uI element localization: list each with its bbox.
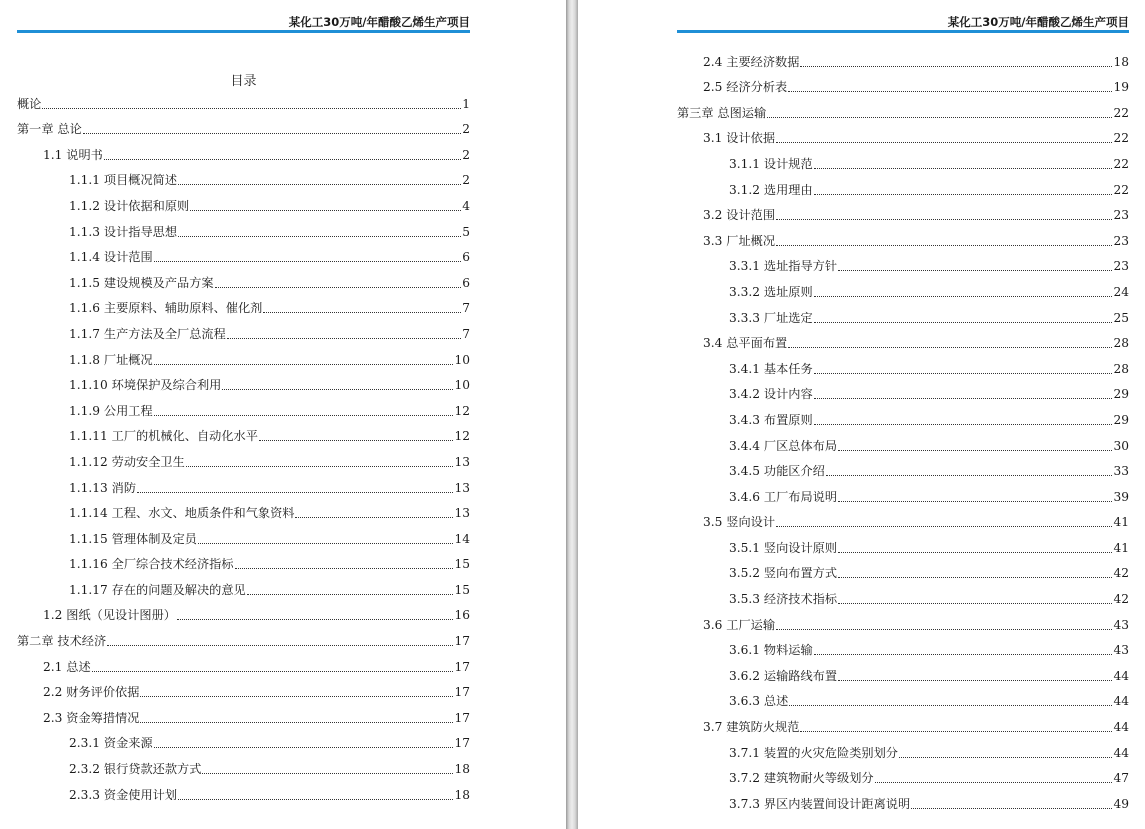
toc-entry-page-number: 7 <box>462 301 470 316</box>
toc-entry-page-number: 18 <box>454 787 470 802</box>
toc-entry-title: 1.1.11 工厂的机械化、自动化水平 <box>69 429 258 444</box>
toc-entry-page-number: 6 <box>462 250 470 265</box>
toc-entry[interactable] <box>17 470 470 496</box>
toc-entry[interactable] <box>17 777 470 803</box>
toc-entry[interactable] <box>677 607 1129 633</box>
toc-entry[interactable] <box>17 726 470 752</box>
toc-entry-page-number: 28 <box>1113 336 1129 351</box>
toc-entry-title: 1.1.10 环境保护及综合利用 <box>69 378 222 393</box>
toc-entry-title: 2.4 主要经济数据 <box>703 54 800 69</box>
dot-leader <box>222 389 453 390</box>
toc-entry[interactable] <box>677 786 1129 812</box>
dot-leader <box>154 261 462 262</box>
toc-entry-title: 3.3.1 选址指导方针 <box>729 259 838 274</box>
toc-entry-page-number: 23 <box>1113 259 1129 274</box>
toc-entry-page-number: 1 <box>462 96 470 111</box>
toc-entry-page-number: 13 <box>454 480 470 495</box>
toc-entry[interactable] <box>677 377 1129 403</box>
toc-entry[interactable] <box>677 300 1129 326</box>
toc-heading: 目录 <box>230 74 257 89</box>
dot-leader <box>911 808 1112 809</box>
toc-entry-page-number: 4 <box>462 198 470 213</box>
toc-entry-title: 3.4.4 厂区总体布局 <box>729 438 838 453</box>
dot-leader <box>178 184 461 185</box>
toc-entry-page-number: 18 <box>1113 54 1129 69</box>
toc-entry-page-number: 17 <box>454 736 470 751</box>
dot-leader <box>140 722 453 723</box>
toc-entry-title: 1.1.3 设计指导思想 <box>69 224 178 239</box>
dot-leader <box>154 747 454 748</box>
toc-entry-title: 3.3.3 厂址选定 <box>729 310 813 325</box>
toc-entry-title: 2.3.1 资金来源 <box>69 736 153 751</box>
toc-entry-title: 3.5.2 竖向布置方式 <box>729 566 838 581</box>
toc-list <box>17 86 470 803</box>
toc-entry[interactable] <box>677 121 1129 147</box>
dot-leader <box>137 492 453 493</box>
toc-entry-title: 1.2 图纸（见设计图册） <box>43 608 176 623</box>
toc-entry-title: 3.4 总平面布置 <box>703 336 788 351</box>
toc-entry-title: 1.1.5 建设规模及产品方案 <box>69 275 214 290</box>
toc-list <box>677 44 1129 812</box>
toc-entry-page-number: 33 <box>1113 464 1129 479</box>
dot-leader <box>107 645 453 646</box>
dot-leader <box>838 270 1112 271</box>
toc-entry-page-number: 2 <box>462 122 470 137</box>
toc-entry[interactable] <box>17 419 470 445</box>
toc-entry-title: 3.1.2 选用理由 <box>729 182 813 197</box>
dot-leader <box>788 347 1112 348</box>
toc-entry-page-number: 44 <box>1113 720 1129 735</box>
dot-leader <box>838 603 1112 604</box>
toc-entry-page-number: 44 <box>1113 745 1129 760</box>
toc-entry-title: 3.6.2 运输路线布置 <box>729 668 838 683</box>
toc-entry-page-number: 2 <box>462 173 470 188</box>
dot-leader <box>178 236 461 237</box>
toc-entry-page-number: 15 <box>454 557 470 572</box>
running-header-title: 某化工30万吨/年醋酸乙烯生产项目 <box>288 15 470 29</box>
dot-leader <box>838 577 1112 578</box>
dot-leader <box>814 398 1113 399</box>
dot-leader <box>800 66 1112 67</box>
toc-entry[interactable] <box>677 633 1129 659</box>
toc-entry[interactable] <box>17 112 470 138</box>
toc-entry[interactable] <box>17 649 470 675</box>
dot-leader <box>814 424 1113 425</box>
toc-entry-title: 3.1.1 设计规范 <box>729 156 813 171</box>
dot-leader <box>875 782 1113 783</box>
header-rule <box>17 30 470 33</box>
toc-entry-page-number: 41 <box>1113 540 1129 555</box>
toc-entry[interactable] <box>17 163 470 189</box>
toc-entry-page-number: 22 <box>1113 131 1129 146</box>
dot-leader <box>776 219 1112 220</box>
toc-entry-page-number: 28 <box>1113 361 1129 376</box>
toc-entry-title: 1.1.14 工程、水文、地质条件和气象资料 <box>69 506 295 521</box>
toc-entry-title: 2.1 总述 <box>43 659 91 674</box>
dot-leader <box>263 312 461 313</box>
toc-entry-page-number: 22 <box>1113 105 1129 120</box>
dot-leader <box>259 440 454 441</box>
toc-entry-title: 第三章 总图运输 <box>677 105 767 120</box>
dot-leader <box>154 415 454 416</box>
dot-leader <box>154 364 454 365</box>
toc-entry-title: 3.7 建筑防火规范 <box>703 720 800 735</box>
dot-leader <box>814 373 1113 374</box>
toc-entry[interactable] <box>677 95 1129 121</box>
toc-entry-page-number: 12 <box>454 403 470 418</box>
toc-entry-title: 3.6.1 物料运输 <box>729 643 813 658</box>
toc-entry-page-number: 30 <box>1113 438 1129 453</box>
toc-entry[interactable] <box>677 198 1129 224</box>
toc-entry[interactable] <box>17 393 470 419</box>
toc-entry[interactable] <box>677 658 1129 684</box>
toc-entry-page-number: 44 <box>1113 668 1129 683</box>
toc-entry-title: 3.4.6 工厂布局说明 <box>729 489 838 504</box>
toc-entry-title: 3.7.2 建筑物耐火等级划分 <box>729 771 874 786</box>
dot-leader <box>186 466 454 467</box>
toc-entry-page-number: 15 <box>454 582 470 597</box>
dot-leader <box>814 654 1113 655</box>
toc-entry[interactable] <box>677 351 1129 377</box>
toc-entry-title: 2.2 财务评价依据 <box>43 685 140 700</box>
toc-entry[interactable] <box>17 137 470 163</box>
toc-entry-page-number: 29 <box>1113 412 1129 427</box>
document-page-right <box>578 0 1145 829</box>
toc-entry-title: 1.1.1 项目概况简述 <box>69 173 178 188</box>
toc-entry-title: 3.7.1 装置的火灾危险类别划分 <box>729 745 898 760</box>
dot-leader <box>177 619 454 620</box>
dot-leader <box>198 543 454 544</box>
toc-entry-title: 2.3.2 银行贷款还款方式 <box>69 762 202 777</box>
dot-leader <box>776 245 1112 246</box>
toc-entry-page-number: 42 <box>1113 592 1129 607</box>
toc-entry-page-number: 39 <box>1113 489 1129 504</box>
toc-entry[interactable] <box>17 240 470 266</box>
toc-entry-page-number: 29 <box>1113 387 1129 402</box>
toc-entry-page-number: 17 <box>454 685 470 700</box>
toc-entry-title: 1.1.13 消防 <box>69 480 137 495</box>
toc-entry[interactable] <box>677 326 1129 352</box>
dot-leader <box>227 338 461 339</box>
toc-entry-title: 3.4.2 设计内容 <box>729 387 813 402</box>
dot-leader <box>899 757 1113 758</box>
toc-entry[interactable] <box>17 214 470 240</box>
running-header-title: 某化工30万吨/年醋酸乙烯生产项目 <box>947 15 1129 29</box>
toc-entry-page-number: 23 <box>1113 233 1129 248</box>
toc-entry[interactable] <box>17 444 470 470</box>
dot-leader <box>247 594 454 595</box>
toc-entry-title: 1.1.4 设计范围 <box>69 250 153 265</box>
dot-leader <box>190 210 461 211</box>
toc-entry-page-number: 19 <box>1113 80 1129 95</box>
dot-leader <box>789 705 1112 706</box>
toc-entry[interactable] <box>677 479 1129 505</box>
dot-leader <box>814 168 1113 169</box>
toc-entry-page-number: 22 <box>1113 182 1129 197</box>
toc-entry-title: 1.1.7 生产方法及全厂总流程 <box>69 326 226 341</box>
toc-entry-page-number: 17 <box>454 710 470 725</box>
toc-entry[interactable] <box>677 530 1129 556</box>
dot-leader <box>776 142 1112 143</box>
dot-leader <box>178 799 453 800</box>
dot-leader <box>838 450 1112 451</box>
toc-entry-page-number: 13 <box>454 454 470 469</box>
dot-leader <box>235 568 454 569</box>
toc-entry-page-number: 17 <box>454 634 470 649</box>
toc-entry[interactable] <box>677 428 1129 454</box>
toc-entry[interactable] <box>677 402 1129 428</box>
toc-entry-page-number: 47 <box>1113 771 1129 786</box>
toc-entry[interactable] <box>17 342 470 368</box>
toc-entry-title: 第一章 总论 <box>17 122 82 137</box>
toc-entry[interactable] <box>17 265 470 291</box>
toc-entry-title: 3.2 设计范围 <box>703 208 776 223</box>
dot-leader <box>826 475 1113 476</box>
dot-leader <box>140 696 453 697</box>
toc-entry[interactable] <box>17 623 470 649</box>
dot-leader <box>776 629 1112 630</box>
toc-entry-title: 3.5.1 竖向设计原则 <box>729 540 838 555</box>
toc-entry-page-number: 16 <box>454 608 470 623</box>
dot-leader <box>838 501 1112 502</box>
toc-entry-title: 3.7.3 界区内装置间设计距离说明 <box>729 796 911 811</box>
dot-leader <box>814 296 1113 297</box>
dot-leader <box>814 322 1113 323</box>
toc-entry-page-number: 10 <box>454 378 470 393</box>
toc-entry-title: 3.6 工厂运输 <box>703 617 776 632</box>
toc-entry[interactable] <box>17 188 470 214</box>
dot-leader <box>838 680 1112 681</box>
toc-entry[interactable] <box>677 223 1129 249</box>
toc-entry[interactable] <box>17 751 470 777</box>
toc-entry[interactable] <box>677 709 1129 735</box>
toc-entry-title: 第二章 技术经济 <box>17 634 107 649</box>
toc-entry-title: 3.4.1 基本任务 <box>729 361 813 376</box>
toc-entry-title: 3.4.3 布置原则 <box>729 412 813 427</box>
toc-entry-title: 2.5 经济分析表 <box>703 80 788 95</box>
toc-entry-title: 1.1.8 厂址概况 <box>69 352 153 367</box>
toc-entry[interactable] <box>677 454 1129 480</box>
toc-entry-page-number: 14 <box>454 531 470 546</box>
toc-entry-title: 2.3 资金筹措情况 <box>43 710 140 725</box>
toc-entry[interactable] <box>17 572 470 598</box>
toc-entry-title: 3.1 设计依据 <box>703 131 776 146</box>
toc-entry[interactable] <box>677 684 1129 710</box>
toc-entry-page-number: 6 <box>462 275 470 290</box>
toc-entry[interactable] <box>677 44 1129 70</box>
dot-leader <box>83 133 461 134</box>
toc-entry[interactable] <box>677 249 1129 275</box>
toc-entry-title: 1.1 说明书 <box>43 147 103 162</box>
dot-leader <box>788 91 1112 92</box>
toc-entry[interactable] <box>17 496 470 522</box>
toc-entry-page-number: 41 <box>1113 515 1129 530</box>
toc-entry[interactable] <box>677 581 1129 607</box>
dot-leader <box>42 108 461 109</box>
toc-entry-page-number: 12 <box>454 429 470 444</box>
toc-entry-page-number: 23 <box>1113 208 1129 223</box>
toc-entry-title: 1.1.12 劳动安全卫生 <box>69 454 185 469</box>
page-gutter <box>566 0 578 829</box>
toc-entry[interactable] <box>677 70 1129 96</box>
toc-entry-title: 3.5.3 经济技术指标 <box>729 592 838 607</box>
toc-entry-page-number: 17 <box>454 659 470 674</box>
toc-entry-title: 1.1.16 全厂综合技术经济指标 <box>69 557 234 572</box>
toc-entry[interactable] <box>17 86 470 112</box>
toc-entry-title: 1.1.15 管理体制及定员 <box>69 531 197 546</box>
toc-entry[interactable] <box>677 556 1129 582</box>
toc-entry[interactable] <box>17 700 470 726</box>
toc-entry-title: 1.1.17 存在的问题及解决的意见 <box>69 582 246 597</box>
toc-entry-title: 1.1.6 主要原料、辅助原料、催化剂 <box>69 301 263 316</box>
toc-entry-page-number: 22 <box>1113 156 1129 171</box>
toc-entry-title: 3.3 厂址概况 <box>703 233 776 248</box>
document-page-left <box>0 0 566 829</box>
toc-entry-title: 概论 <box>17 96 42 111</box>
toc-entry[interactable] <box>677 735 1129 761</box>
toc-entry[interactable] <box>17 316 470 342</box>
toc-entry[interactable] <box>677 274 1129 300</box>
dot-leader <box>814 194 1113 195</box>
toc-entry[interactable] <box>17 521 470 547</box>
toc-entry-title: 1.1.2 设计依据和原则 <box>69 198 190 213</box>
toc-entry[interactable] <box>17 598 470 624</box>
toc-entry-page-number: 49 <box>1113 796 1129 811</box>
toc-entry[interactable] <box>17 547 470 573</box>
toc-entry[interactable] <box>677 761 1129 787</box>
toc-entry-title: 2.3.3 资金使用计划 <box>69 787 178 802</box>
toc-entry-page-number: 2 <box>462 147 470 162</box>
toc-entry-page-number: 13 <box>454 506 470 521</box>
toc-entry[interactable] <box>677 172 1129 198</box>
toc-entry-page-number: 18 <box>454 762 470 777</box>
dot-leader <box>215 287 462 288</box>
toc-entry-page-number: 5 <box>462 224 470 239</box>
dot-leader <box>800 731 1112 732</box>
toc-entry[interactable] <box>17 291 470 317</box>
dot-leader <box>776 526 1112 527</box>
toc-entry-page-number: 25 <box>1113 310 1129 325</box>
toc-entry-page-number: 43 <box>1113 643 1129 658</box>
dot-leader <box>838 552 1112 553</box>
dot-leader <box>92 671 454 672</box>
toc-entry-title: 3.5 竖向设计 <box>703 515 776 530</box>
toc-entry-title: 3.6.3 总述 <box>729 694 789 709</box>
dot-leader <box>295 517 453 518</box>
toc-entry-page-number: 7 <box>462 326 470 341</box>
toc-entry-title: 1.1.9 公用工程 <box>69 403 153 418</box>
toc-entry-page-number: 44 <box>1113 694 1129 709</box>
dot-leader <box>104 159 461 160</box>
toc-entry-page-number: 42 <box>1113 566 1129 581</box>
toc-entry[interactable] <box>677 146 1129 172</box>
toc-entry-page-number: 24 <box>1113 284 1129 299</box>
header-rule <box>677 30 1129 33</box>
dot-leader <box>202 773 453 774</box>
toc-entry-page-number: 10 <box>454 352 470 367</box>
toc-entry[interactable] <box>677 505 1129 531</box>
toc-entry-title: 3.3.2 选址原则 <box>729 284 813 299</box>
toc-entry[interactable] <box>17 675 470 701</box>
toc-entry-title: 3.4.5 功能区介绍 <box>729 464 825 479</box>
dot-leader <box>767 117 1112 118</box>
toc-entry-page-number: 43 <box>1113 617 1129 632</box>
toc-entry[interactable] <box>17 368 470 394</box>
